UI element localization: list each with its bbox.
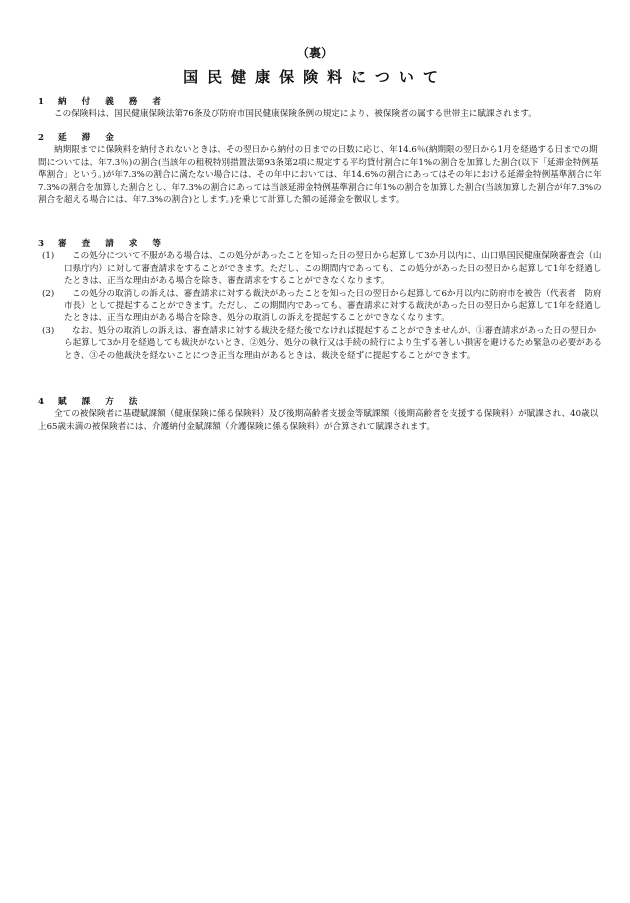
list-item-text: この処分の取消しの訴えは、審査請求に対する裁決があったことを知った日の翌日から起算して6か月以内に防府市を被告（代表者 防府市長）として提起することができます。ただし、この期間内であっても、審査請求に対する裁決があった日の翌日から起算して1年を経過したときは、正当な理由がある場合を除き、処分の取消しの訴えを提起することができなくなります。 (64, 288, 602, 324)
reverse-side-label: （裏） (296, 46, 333, 60)
section-heading-label: 納付義務者 (58, 97, 176, 107)
section-heading-label: 審査請求等 (58, 239, 176, 249)
section-3 (38, 238, 604, 362)
list-item-text: この処分について不服がある場合は、この処分があったことを知った日の翌日から起算して3か月以内に、山口県国民健康保険審査会（山口県庁内）に対して審査請求をすることができます。ただし、この期間内であっても、この処分があった日の翌日から起算して1年を経過したときは、正当な理由がある場合を除き、審査請求をすることができなくなります。 (64, 251, 602, 287)
section-heading (38, 238, 604, 250)
section-heading-label: 賦課方法 (58, 397, 153, 407)
section-heading (38, 396, 604, 408)
list-item-text: なお、処分の取消しの訴えは、審査請求に対する裁決を経た後でなければ提起することができませんが、①審査請求があった日の翌日から起算して3か月を経過しても裁決がないとき、②処分、処分の執行又は手続の続行により生ずる著しい損害を避けるため緊急の必要があるとき、③その他裁決を経ないことにつき正当な理由があるときは、裁決を経ずに提起することができます。 (64, 325, 602, 361)
section-heading (38, 132, 604, 144)
section-2 (38, 132, 604, 206)
list-item-number: (3) (42, 325, 55, 336)
page-title: 国民健康保険料について (183, 68, 447, 86)
section-paragraph: この保険料は、国民健康保険法第76条及び防府市国民健康保険条例の規定により、被保険者の属する世帯主に賦課されます。 (54, 109, 537, 120)
section-heading (38, 96, 604, 108)
list-item (38, 250, 604, 287)
section-4 (38, 396, 604, 433)
section-number: 3 (38, 239, 44, 249)
list-item-number: (2) (42, 288, 55, 299)
section-paragraph: 納期限までに保険料を納付されないときは、その翌日から納付の日までの日数に応じ、年14.6％(納期限の翌日から1月を経過する日までの期間については、年7.3％)の割合(当該年の租税特別措置法第93条第2項に規定する平均貸付割合に年1%の割合を加算した割合(以下「延滞金特例基準割合」という。)が年7.3%の割合に満たない場合には、その年中においては、年14.6%の割合にあってはその年における延滞金特例基準割合に年7.3%の割合を加算した割合とし、年7.3%の割合にあっては当該延滞金特例基準割合に年1%の割合を加算した割合(当該加算した割合が年7.3%の割合を超える場合には、年7.3%の割合)とします。)を乗じて計算した額の延滞金を徴収します。 (38, 145, 602, 206)
list-item-number: (1) (42, 251, 55, 262)
section-1 (38, 96, 604, 121)
list-item (38, 288, 604, 325)
section-number: 1 (38, 97, 44, 107)
section-number: 2 (38, 133, 44, 143)
section-number: 4 (38, 397, 44, 407)
list-item (38, 325, 604, 362)
section-heading-label: 延滞金 (58, 133, 129, 143)
section-paragraph: 全ての被保険者に基礎賦課額（健康保険に係る保険料）及び後期高齢者支援金等賦課額（後期高齢者を支援する保険料）が賦課され、40歳以上65歳未満の被保険者には、介護納付金賦課額（介護保険に係る保険料）が合算されて賦課されます。 (38, 409, 599, 432)
